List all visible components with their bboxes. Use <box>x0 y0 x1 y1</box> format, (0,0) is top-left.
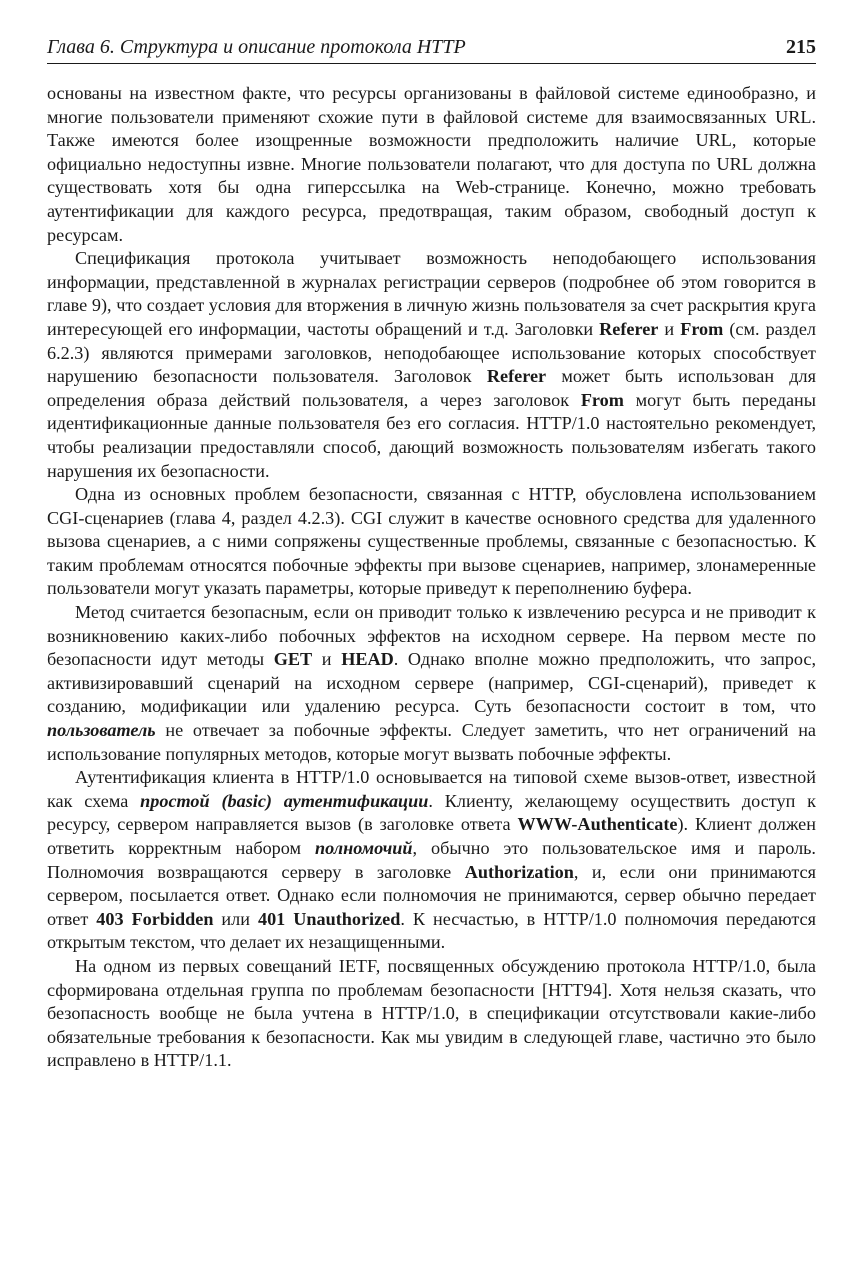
text-run: , обычно это пользовательское имя и пароль. Полномочия возвращаются серверу в заголовке <box>47 838 816 882</box>
emphasized-term: полномочий <box>315 838 413 858</box>
text-run: основаны на известном факте, что ресурсы организованы в файловой системе единообразно, и многие пользователи применяют схожие пути в файловой системе для взаимосвязанных URL. Также имеются более изощренные возможности предположить наличие URL, которые официально недоступны извне. Многие пользователи полагают, что для доступа по URL должна существовать хотя бы одна гиперссылка на Web-странице. Конечно, можно требовать аутентификации для каждого ресурса, предотвращая, таким образом, свободный доступ к ресурсам. <box>47 83 816 245</box>
emphasized-term: простой (basic) аутентификации <box>140 790 429 811</box>
emphasized-term: WWW-Authenticate <box>517 814 678 835</box>
book-page <box>47 36 816 1073</box>
emphasized-term: Authorization <box>464 861 574 882</box>
text-run: могут быть переданы идентификационные данные пользователя без его согласия. HTTP/1.0 настоятельно рекомендует, чтобы реализации предоставляли способ, дающий возможность пользователям избегать такого нарушения их безопасности. <box>47 389 816 481</box>
text-run: и <box>658 318 681 339</box>
emphasized-term: пользователь <box>47 720 156 741</box>
text-run: Метод считается безопасным, если он приводит только к извлечению ресурса и не приводит к возникновению каких-либо побочных эффектов на исходном сервере. На первом месте по безопасности идут методы <box>47 602 816 670</box>
text-run: может быть использован для определения образа действий пользователя, а через заголовок <box>47 366 816 410</box>
running-header <box>47 36 816 64</box>
emphasized-term: From <box>580 389 624 410</box>
text-run: не отвечает за побочные эффекты. Следует заметить, что нет ограничений на использование популярных методов, которые могут вызвать побочные эффекты. <box>47 720 816 764</box>
text-run: Одна из основных проблем безопасности, связанная с HTTP, обусловлена использованием CGI-сценариев (глава 4, раздел 4.2.3). CGI служит в качестве основного средства для удаленного вызова сценариев, а с ними сопряжены существенные проблемы, связанные с безопасностью. К таким проблемам относятся побочные эффекты при вызове сценариев, например, злонамеренные пользователи могут указать параметры, которые приведут к переполнению буфера. <box>47 484 816 599</box>
emphasized-term: Referer <box>599 318 659 339</box>
paragraph <box>47 955 816 1073</box>
chapter-title: Глава 6. Структура и описание протокола HTTP <box>47 36 466 58</box>
emphasized-term: 403 Forbidden <box>96 908 214 929</box>
text-run: Спецификация протокола учитывает возможность неподобающего использования информации, представленной в журналах регистрации серверов (подробнее об этом говорится в главе 9), что создает условия для вторжения в личную жизнь пользователя за счет раскрытия круга интересующей его информации, частоты обращений и т.д. Заголовки <box>47 248 816 339</box>
text-run: или <box>213 908 258 929</box>
paragraph <box>47 766 816 955</box>
body-text <box>47 82 816 1073</box>
text-run: ). Клиент должен ответить корректным набором <box>47 814 816 858</box>
emphasized-term: HEAD <box>341 649 394 670</box>
text-run: На одном из первых совещаний IETF, посвященных обсуждению протокола HTTP/1.0, была сформирована отдельная группа по проблемам безопасности [HTT94]. Хотя нельзя сказать, что безопасность вообще не была учтена в HTTP/1.0, в спецификации отсутствовали какие-либо обязательные требования к безопасности. Как мы увидим в следующей главе, частично это было исправлено в HTTP/1.1. <box>47 955 816 1071</box>
text-run: . К несчастью, в HTTP/1.0 полномочия передаются открытым текстом, что делает их незащищенными. <box>47 908 816 953</box>
page-number: 215 <box>786 36 816 58</box>
paragraph <box>47 247 816 483</box>
text-run: (см. раздел 6.2.3) являются примерами заголовков, неподобающее использование которых способствует нарушению безопасности пользователя. Заголовок <box>47 318 817 387</box>
text-run: , и, если они принимаются сервером, посылается ответ. Однако если полномочия не принимаются, сервер обычно передает ответ <box>47 861 816 929</box>
emphasized-term: Referer <box>486 366 547 387</box>
paragraph <box>47 601 816 766</box>
text-run: и <box>312 649 342 670</box>
text-run: . Однако вполне можно предположить, что запрос, активизировавший сценарий на исходном сервере (например, CGI-сценарий), приведет к созданию, модификации или удалению ресурса. Суть безопасности состоит в том, что <box>47 649 817 717</box>
text-run: . Клиенту, желающему осуществить доступ к ресурсу, сервером направляется вызов (в заголовке ответа <box>47 790 816 835</box>
emphasized-term: GET <box>273 649 313 670</box>
paragraph <box>47 82 816 247</box>
emphasized-term: 401 Unauthorized <box>257 908 401 929</box>
text-run: Аутентификация клиента в HTTP/1.0 основывается на типовой схеме вызов-ответ, известной как схема <box>47 767 816 811</box>
emphasized-term: From <box>680 318 724 339</box>
paragraph <box>47 483 816 601</box>
